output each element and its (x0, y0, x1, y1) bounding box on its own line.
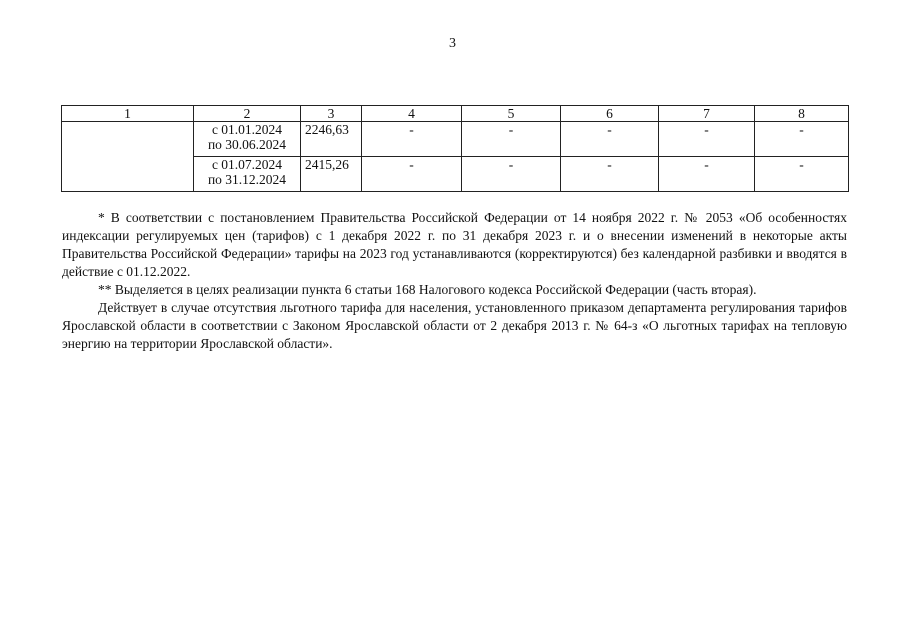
tariff-value: 2415,26 (301, 157, 362, 192)
dash-cell: - (659, 157, 755, 192)
dash-cell: - (561, 157, 659, 192)
footnote-2: ** Выделяется в целях реализации пункта 6 статьи 168 Налогового кодекса Российской Федерации (часть вторая). (98, 282, 757, 297)
table-row (62, 122, 849, 157)
column-header: 3 (301, 106, 362, 122)
column-header: 7 (659, 106, 755, 122)
table-header-row (62, 106, 849, 122)
dash-cell: - (755, 157, 849, 192)
tariff-value: 2246,63 (301, 122, 362, 157)
period-from: с 01.01.2024 (211, 122, 283, 137)
dash-cell: - (659, 122, 755, 157)
dash-cell: - (362, 157, 462, 192)
tariff-table (61, 105, 849, 192)
footnote-1: * В соответствии с постановлением Правительства Российской Федерации от 14 ноября 2022 г. № 2053 «Об особенностях индексации регулируемых цен (тарифов) с 1 декабря 2022 г. по 31 декабря 2023 г. и о внесении изменений в некоторые акты Правительства Российской Федерации» тарифы на 2023 год устанавливаются (корректируются) без календарной разбивки и вводятся в действие с 01.12.2022. (62, 210, 847, 279)
column-header: 2 (194, 106, 301, 122)
period-to: по 31.12.2024 (207, 172, 287, 187)
dash-cell: - (561, 122, 659, 157)
column-header: 1 (62, 106, 194, 122)
dash-cell: - (362, 122, 462, 157)
period-from: с 01.07.2024 (211, 157, 283, 172)
empty-cell (62, 122, 194, 192)
column-header: 6 (561, 106, 659, 122)
period-to: по 30.06.2024 (207, 137, 287, 152)
page-number: 3 (449, 36, 456, 51)
footnotes (62, 209, 847, 353)
footnote-3: Действует в случае отсутствия льготного тарифа для населения, установленного приказом департамента регулирования тарифов Ярославской области в соответствии с Законом Ярославской области от 2 декабря 2013 г. № 64-з «О льготных тарифах на тепловую энергию на территории Ярославской области». (62, 300, 847, 351)
dash-cell: - (462, 157, 561, 192)
column-header: 8 (755, 106, 849, 122)
column-header: 5 (462, 106, 561, 122)
dash-cell: - (462, 122, 561, 157)
column-header: 4 (362, 106, 462, 122)
period-cell (194, 122, 301, 157)
period-cell (194, 157, 301, 192)
dash-cell: - (755, 122, 849, 157)
